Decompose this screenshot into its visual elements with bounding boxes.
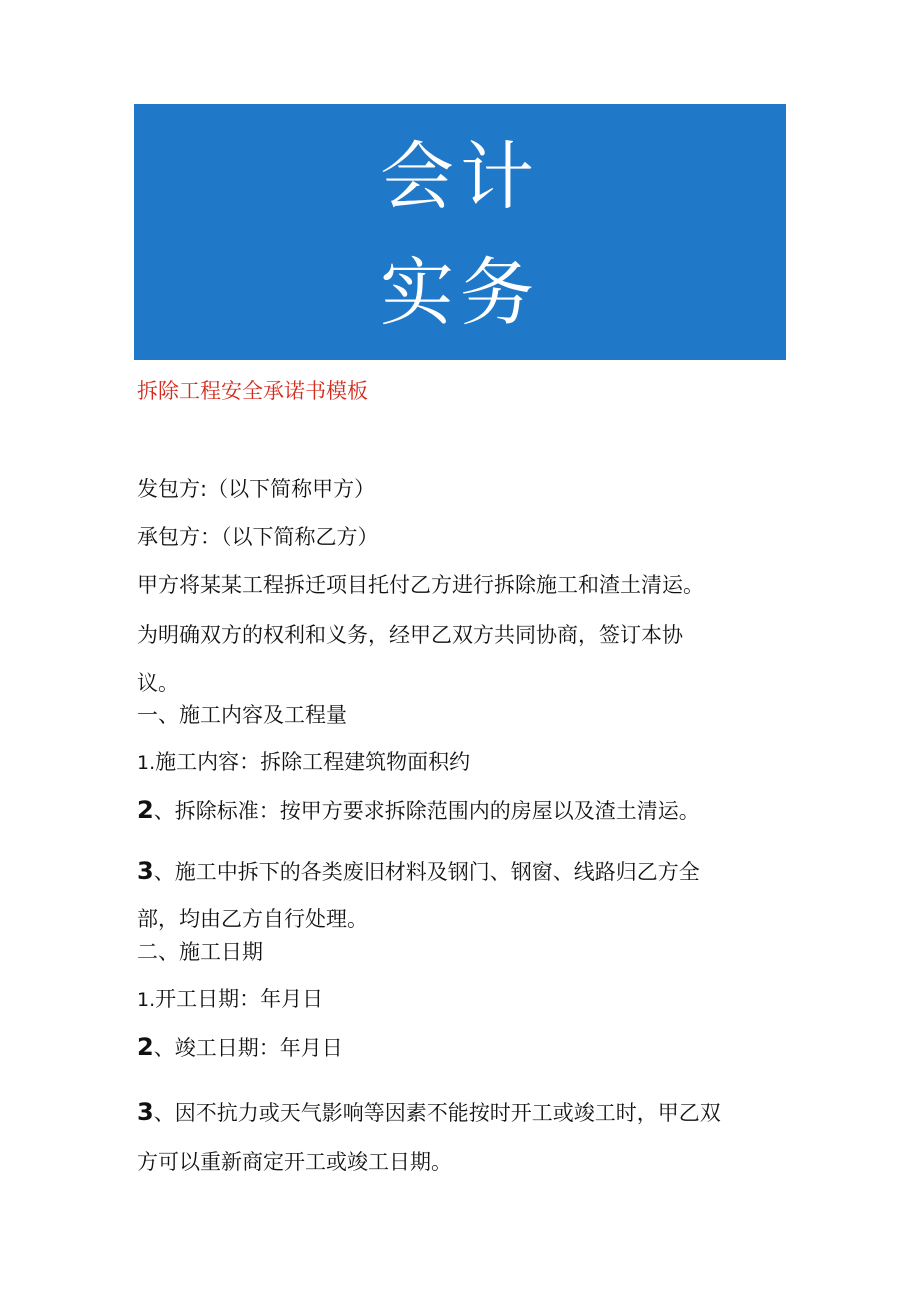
section-1-item-3-cont: 部，均由乙方自行处理。 (137, 907, 368, 931)
intro-line-2: 为明确双方的权利和义务，经甲乙双方共同协商，签订本协 (137, 623, 683, 647)
section-2-item-1 (137, 984, 323, 1015)
banner-line-2: 实务 (380, 250, 540, 336)
party-a-line: 发包方:（以下简称甲方） (137, 477, 376, 501)
section-heading-1: 一、施工内容及工程量 (137, 703, 347, 727)
item-number: 2 (137, 796, 154, 824)
section-1-item-2 (137, 795, 700, 826)
item-text: 、竣工日期：年月日 (153, 1036, 343, 1060)
item-number: 1. (137, 752, 156, 774)
item-number: 3 (137, 1098, 154, 1126)
intro-line-1: 甲方将某某工程拆迁项目托付乙方进行拆除施工和渣土清运。 (137, 573, 704, 597)
item-text: 、因不抗力或天气影响等因素不能按时开工或竣工时，甲乙双 (153, 1101, 721, 1125)
item-number: 3 (137, 857, 154, 885)
party-b-line: 承包方：（以下简称乙方） (137, 525, 379, 549)
item-number: 2 (137, 1033, 154, 1061)
item-text: 、拆除标准：按甲方要求拆除范围内的房屋以及渣土清运。 (153, 799, 700, 823)
section-heading-2: 二、施工日期 (137, 940, 263, 964)
item-text: 施工内容：拆除工程建筑物面积约 (155, 750, 471, 774)
banner-line-1: 会计 (380, 134, 540, 220)
document-title: 拆除工程安全承诺书模板 (137, 379, 368, 403)
item-text: 开工日期：年月日 (155, 987, 324, 1011)
section-2-item-3-cont: 方可以重新商定开工或竣工日期。 (137, 1150, 452, 1174)
section-2-item-3 (137, 1097, 721, 1128)
section-1-item-3 (137, 856, 700, 887)
item-number: 1. (137, 989, 156, 1011)
section-2-item-2 (137, 1032, 343, 1063)
section-1-item-1 (137, 747, 470, 778)
intro-line-3: 议。 (137, 671, 179, 695)
header-banner (134, 104, 786, 360)
item-text: 、施工中拆下的各类废旧材料及钢门、钢窗、线路归乙方全 (153, 860, 700, 884)
